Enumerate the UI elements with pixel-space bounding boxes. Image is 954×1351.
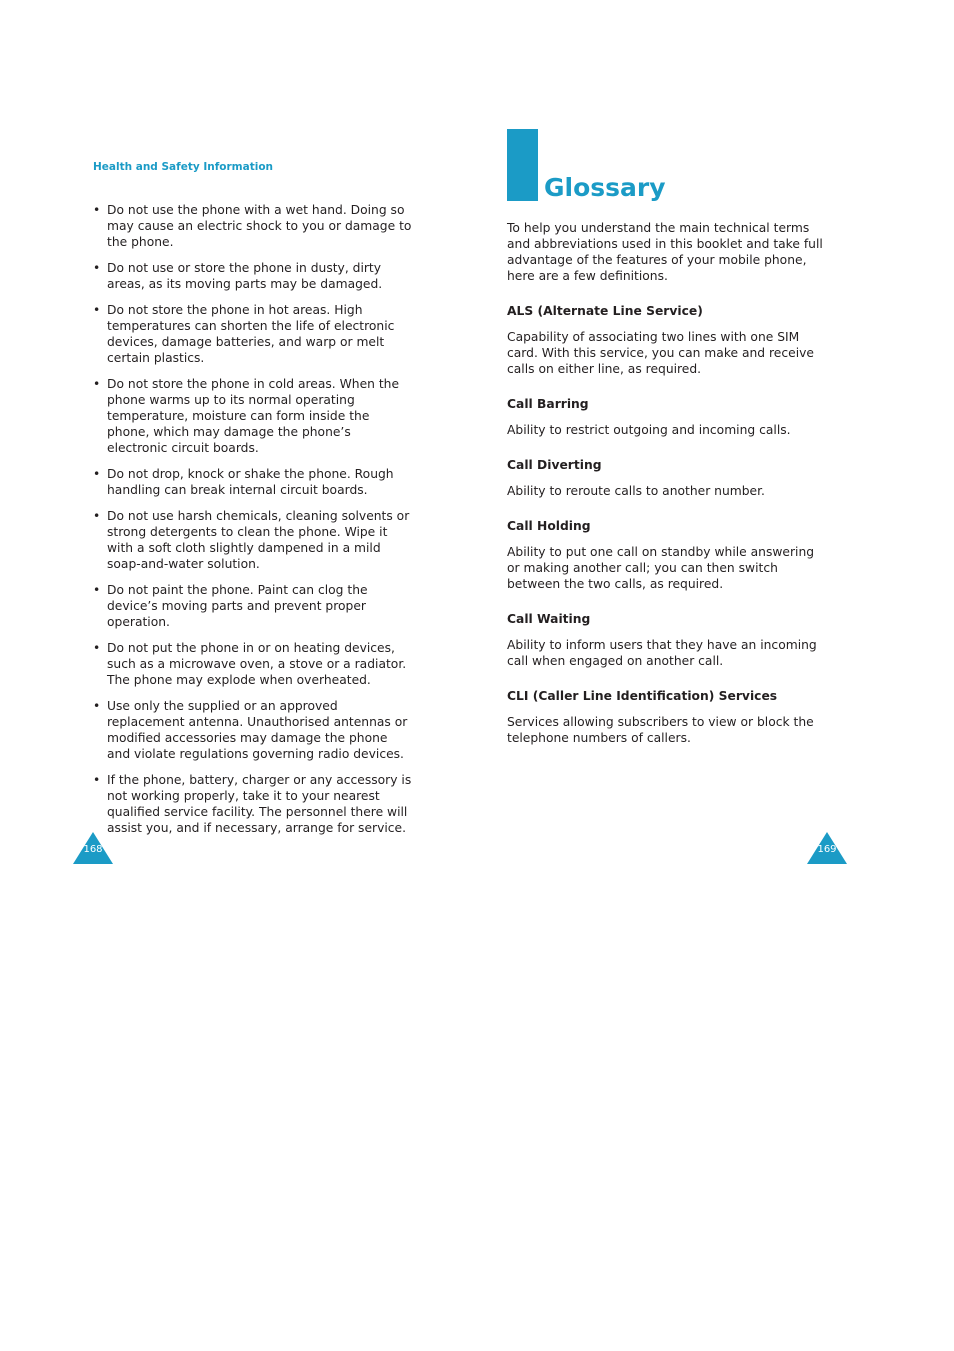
- bullet-text: Use only the supplied or an approved replacement antenna. Unauthorised antennas or modified accessories may damage the phone and violate regulations governing radio devices.: [107, 699, 408, 761]
- bullet-text: Do not store the phone in cold areas. When the phone warms up to its normal operating temperature, moisture can form inside the phone, which may damage the phone’s electronic circuit boards.: [107, 377, 400, 455]
- glossary-term: Call Holding: [507, 519, 591, 533]
- bullet-text: Do not use the phone with a wet hand. Doing so may cause an electric shock to you or damage to the phone.: [107, 203, 412, 249]
- bullet-icon: •: [93, 509, 101, 523]
- list-item: [93, 640, 413, 688]
- bullet-text: Do not paint the phone. Paint can clog the device’s moving parts and prevent proper operation.: [107, 583, 368, 629]
- page-number: 169: [817, 844, 837, 855]
- safety-bullet-list: [93, 202, 413, 836]
- bullet-icon: •: [93, 377, 101, 391]
- bullet-icon: •: [93, 583, 101, 597]
- page-number-marker-left: [73, 832, 113, 864]
- glossary-definition: Ability to restrict outgoing and incoming calls.: [507, 423, 791, 437]
- glossary-definition: Services allowing subscribers to view or block the telephone numbers of callers.: [507, 715, 814, 745]
- bullet-icon: •: [93, 773, 101, 787]
- glossary-term: Call Barring: [507, 397, 589, 411]
- bullet-icon: •: [93, 261, 101, 275]
- page-number: 168: [83, 844, 103, 855]
- page-title: Glossary: [544, 173, 666, 202]
- list-item: [93, 202, 413, 250]
- list-item: [93, 302, 413, 366]
- left-page: [93, 160, 413, 846]
- glossary-body: [507, 220, 827, 765]
- bullet-text: Do not drop, knock or shake the phone. Rough handling can break internal circuit boards.: [107, 467, 394, 497]
- glossary-definition: Capability of associating two lines with one SIM card. With this service, you can make and receive calls on either line, as required.: [507, 330, 814, 376]
- chapter-tab-bar: [507, 129, 538, 201]
- list-item: [93, 260, 413, 292]
- bullet-icon: •: [93, 303, 101, 317]
- glossary-definition: Ability to inform users that they have an incoming call when engaged on another call.: [507, 638, 817, 668]
- list-item: [93, 582, 413, 630]
- glossary-definition: Ability to put one call on standby while answering or making another call; you can then switch between the two calls, as required.: [507, 545, 815, 591]
- glossary-term: Call Diverting: [507, 458, 602, 472]
- list-item: [93, 376, 413, 456]
- list-item: [93, 508, 413, 572]
- list-item: [93, 698, 413, 762]
- glossary-intro: To help you understand the main technical terms and abbreviations used in this booklet and take full advantage of the features of your mobile phone, here are a few definitions.: [507, 221, 823, 283]
- list-item: [93, 466, 413, 498]
- running-header: Health and Safety Information: [93, 161, 274, 173]
- bullet-icon: •: [93, 641, 101, 655]
- bullet-text: Do not store the phone in hot areas. High temperatures can shorten the life of electronic devices, damage batteries, and warp or melt certain plastics.: [107, 303, 395, 365]
- bullet-text: If the phone, battery, charger or any accessory is not working properly, take it to your nearest qualified service facility. The personnel there will assist you, and if necessary, arrange for service.: [107, 773, 412, 835]
- bullet-text: Do not use harsh chemicals, cleaning solvents or strong detergents to clean the phone. Wipe it with a soft cloth slightly dampened in a mild soap-and-water solution.: [107, 509, 410, 571]
- glossary-term: CLI (Caller Line Identification) Services: [507, 689, 778, 703]
- bullet-text: Do not use or store the phone in dusty, dirty areas, as its moving parts may be damaged.: [107, 261, 383, 291]
- bullet-icon: •: [93, 467, 101, 481]
- bullet-text: Do not put the phone in or on heating devices, such as a microwave oven, a stove or a radiator. The phone may explode when overheated.: [107, 641, 407, 687]
- glossary-definition: Ability to reroute calls to another number.: [507, 484, 765, 498]
- glossary-term: ALS (Alternate Line Service): [507, 304, 703, 318]
- bullet-icon: •: [93, 203, 101, 217]
- list-item: [93, 772, 413, 836]
- glossary-term: Call Waiting: [507, 612, 591, 626]
- page-number-marker-right: [807, 832, 847, 864]
- bullet-icon: •: [93, 699, 101, 713]
